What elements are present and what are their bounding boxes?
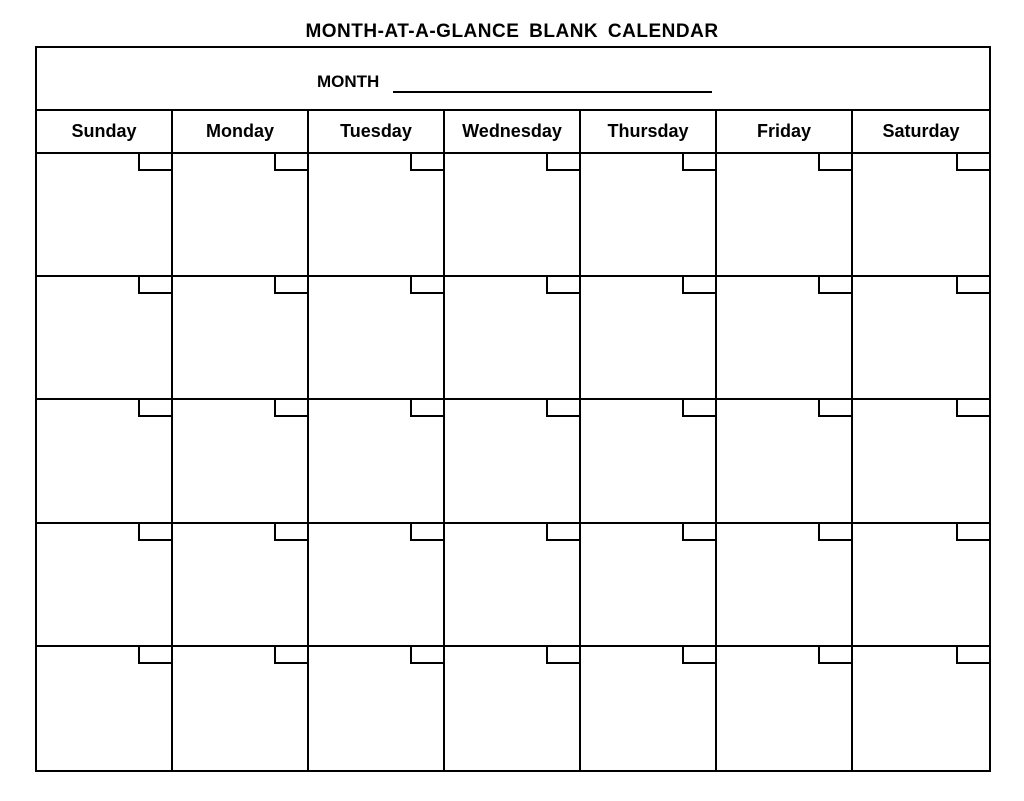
date-number-box: [138, 400, 171, 417]
date-number-box: [956, 277, 989, 294]
weekday-header-sunday: Sunday: [37, 111, 173, 152]
day-cell: [717, 524, 853, 647]
day-cell: [173, 277, 309, 400]
day-cell: [309, 154, 445, 277]
date-number-box: [274, 154, 307, 171]
date-number-box: [818, 647, 851, 664]
date-number-box: [410, 400, 443, 417]
weekday-header-tuesday: Tuesday: [309, 111, 445, 152]
day-cell: [173, 400, 309, 523]
weekday-header-saturday: Saturday: [882, 121, 960, 141]
weekday-header-row: [37, 111, 989, 154]
date-number-box: [546, 647, 579, 664]
date-number-box: [546, 154, 579, 171]
day-cell: [717, 277, 853, 400]
date-number-box: [682, 400, 715, 417]
day-cell: [853, 277, 989, 400]
date-number-box: [818, 154, 851, 171]
date-number-box: [138, 647, 171, 664]
month-label: MONTH: [317, 72, 380, 91]
day-cell: [581, 647, 717, 770]
month-write-in-line: [393, 91, 712, 93]
month-row: [37, 48, 989, 111]
day-cell: [445, 647, 581, 770]
day-cell: [37, 154, 173, 277]
day-cell: [37, 647, 173, 770]
calendar-grid: [35, 46, 991, 772]
date-number-box: [274, 524, 307, 541]
date-number-box: [274, 400, 307, 417]
date-number-box: [138, 154, 171, 171]
weekday-header-thursday: Thursday: [581, 111, 717, 152]
day-cell: [37, 277, 173, 400]
day-cells: [37, 154, 989, 770]
date-number-box: [274, 647, 307, 664]
day-cell: [445, 400, 581, 523]
date-number-box: [410, 647, 443, 664]
date-number-box: [818, 400, 851, 417]
day-cell: [853, 154, 989, 277]
day-cell: [581, 154, 717, 277]
day-cell: [717, 400, 853, 523]
date-number-box: [682, 647, 715, 664]
day-cell: [309, 400, 445, 523]
date-number-box: [138, 524, 171, 541]
page-title: MONTH-AT-A-GLANCE BLANK CALENDAR: [305, 21, 719, 42]
date-number-box: [956, 400, 989, 417]
date-number-box: [410, 154, 443, 171]
date-number-box: [682, 154, 715, 171]
date-number-box: [546, 400, 579, 417]
day-cell: [173, 647, 309, 770]
date-number-box: [818, 277, 851, 294]
day-cell: [581, 400, 717, 523]
day-cell: [37, 400, 173, 523]
weekday-header-wednesday: Wednesday: [445, 111, 581, 152]
day-cell: [581, 524, 717, 647]
day-cell: [853, 647, 989, 770]
date-number-box: [682, 524, 715, 541]
day-cell: [173, 154, 309, 277]
day-cell: [445, 154, 581, 277]
date-number-box: [138, 277, 171, 294]
weekday-header-monday: Monday: [173, 111, 309, 152]
date-number-box: [546, 277, 579, 294]
date-number-box: [956, 154, 989, 171]
date-number-box: [956, 524, 989, 541]
weekday-header-friday: Friday: [717, 111, 853, 152]
day-cell: [853, 400, 989, 523]
day-cell: [445, 277, 581, 400]
day-cell: [173, 524, 309, 647]
date-number-box: [546, 524, 579, 541]
date-number-box: [274, 277, 307, 294]
day-cell: [309, 277, 445, 400]
day-cell: [445, 524, 581, 647]
date-number-box: [956, 647, 989, 664]
date-number-box: [818, 524, 851, 541]
date-number-box: [682, 277, 715, 294]
day-cell: [581, 277, 717, 400]
day-cell: [717, 154, 853, 277]
day-cell: [309, 524, 445, 647]
day-cell: [37, 524, 173, 647]
date-number-box: [410, 277, 443, 294]
day-cell: [309, 647, 445, 770]
date-number-box: [410, 524, 443, 541]
day-cell: [717, 647, 853, 770]
day-cell: [853, 524, 989, 647]
